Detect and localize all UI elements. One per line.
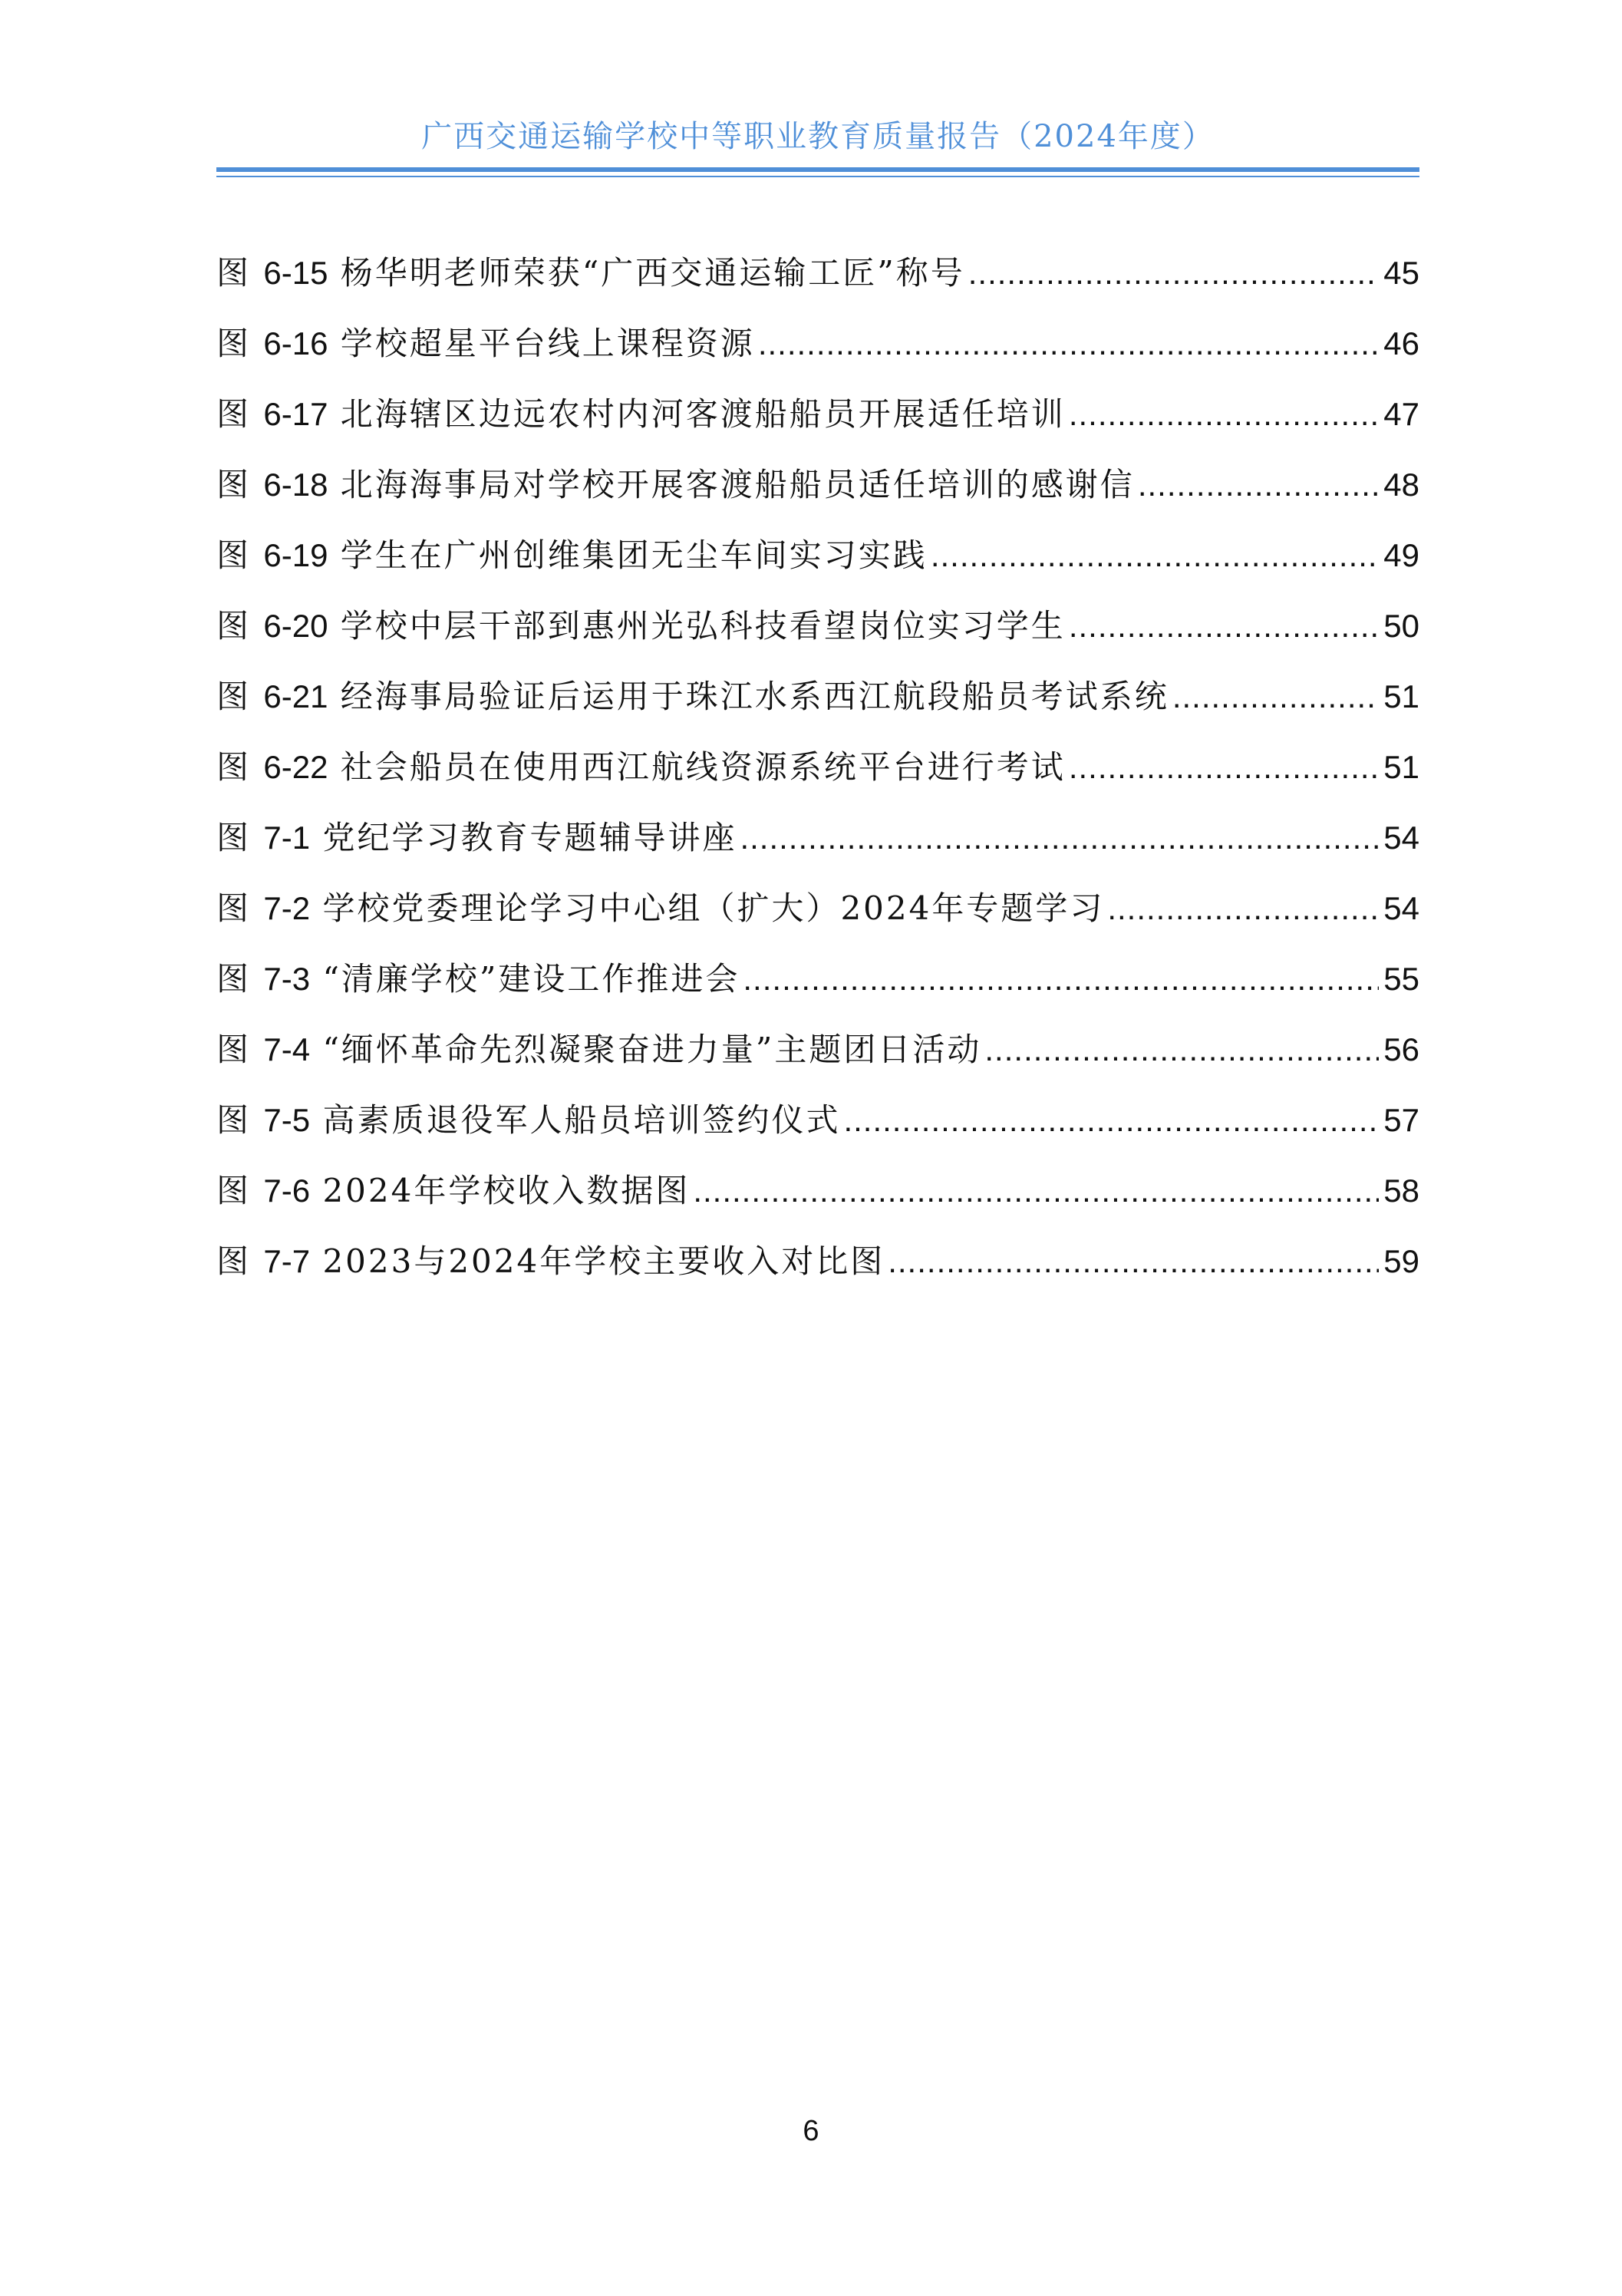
toc-entry-label (216, 958, 740, 1001)
toc-entry-page: 54 (1383, 820, 1419, 856)
toc-entry[interactable] (216, 887, 1419, 958)
toc-entry-title: 2023与2024年学校主要收入对比图 (322, 1242, 885, 1280)
toc-entry-number: 6-15 (263, 255, 328, 291)
toc-entry-prefix: 图 (216, 748, 252, 786)
toc-entry-label (216, 252, 965, 295)
toc-entry-label (216, 746, 1066, 789)
toc-entry-page: 49 (1383, 537, 1419, 573)
toc-leader-dots (1069, 393, 1379, 436)
toc-leader-dots (1069, 746, 1379, 789)
toc-entry[interactable] (216, 816, 1419, 887)
toc-entry-number: 6-18 (263, 467, 328, 503)
toc-entry-prefix: 图 (216, 1031, 252, 1068)
figure-list (216, 252, 1419, 1311)
toc-entry-number: 7-4 (263, 1031, 311, 1067)
toc-entry-prefix: 图 (216, 1242, 252, 1280)
toc-entry[interactable] (216, 1240, 1419, 1311)
toc-entry-label (216, 534, 928, 577)
toc-entry-label (216, 1099, 840, 1142)
toc-entry-title: 学生在广州创维集团无尘车间实习实践 (340, 536, 928, 574)
toc-leader-dots (843, 1099, 1379, 1142)
toc-entry-title: 党纪学习教育专题辅导讲座 (322, 819, 737, 856)
toc-entry[interactable] (216, 1169, 1419, 1240)
toc-entry-title: 2024年学校收入数据图 (322, 1172, 691, 1209)
toc-entry-page: 45 (1383, 255, 1419, 291)
toc-leader-dots (968, 252, 1380, 295)
toc-entry-label (216, 1240, 885, 1283)
toc-entry-label (216, 393, 1066, 436)
toc-entry-number: 6-19 (263, 537, 328, 573)
toc-leader-dots (758, 322, 1379, 365)
toc-leader-dots (888, 1240, 1379, 1283)
toc-entry-number: 7-7 (263, 1243, 311, 1279)
toc-entry-number: 7-5 (263, 1102, 311, 1138)
toc-entry-title: “清廉学校”建设工作推进会 (322, 960, 740, 998)
toc-entry-title: 高素质退役军人船员培训签约仪式 (322, 1101, 841, 1139)
toc-entry[interactable] (216, 746, 1419, 816)
toc-entry-label (216, 605, 1066, 648)
toc-entry-prefix: 图 (216, 607, 252, 645)
toc-leader-dots (743, 958, 1379, 1001)
toc-entry-label (216, 322, 755, 365)
toc-entry-number: 6-17 (263, 396, 328, 432)
toc-leader-dots (1138, 463, 1379, 506)
toc-entry[interactable] (216, 252, 1419, 322)
running-header-title: 广西交通运输学校中等职业教育质量报告（2024年度） (421, 119, 1215, 154)
toc-entry-page: 47 (1383, 396, 1419, 432)
toc-leader-dots (1172, 675, 1379, 718)
toc-entry[interactable] (216, 534, 1419, 605)
header-rule-thin (216, 176, 1419, 177)
toc-entry-number: 7-6 (263, 1173, 311, 1209)
toc-entry-label (216, 887, 1104, 930)
toc-entry-title: 学校党委理论学习中心组（扩大）2024年专题学习 (322, 889, 1105, 927)
toc-entry-number: 7-2 (263, 890, 311, 926)
toc-entry-page: 57 (1383, 1102, 1419, 1138)
toc-entry[interactable] (216, 463, 1419, 534)
toc-entry-label (216, 816, 737, 859)
toc-entry-prefix: 图 (216, 395, 252, 433)
toc-entry-prefix: 图 (216, 819, 252, 856)
toc-entry-label (216, 675, 1169, 718)
toc-entry-title: 学校中层干部到惠州光弘科技看望岗位实习学生 (340, 607, 1066, 645)
toc-entry[interactable] (216, 322, 1419, 393)
toc-entry-prefix: 图 (216, 889, 252, 927)
toc-entry-prefix: 图 (216, 536, 252, 574)
toc-entry-label (216, 463, 1135, 506)
toc-entry-number: 6-16 (263, 325, 328, 361)
toc-entry-page: 50 (1383, 608, 1419, 644)
toc-entry-page: 54 (1383, 890, 1419, 926)
toc-leader-dots (693, 1169, 1379, 1212)
toc-entry-label (216, 1169, 690, 1212)
toc-entry-page: 56 (1383, 1031, 1419, 1067)
toc-leader-dots (984, 1028, 1379, 1071)
toc-entry-prefix: 图 (216, 1172, 252, 1209)
toc-entry-page: 58 (1383, 1173, 1419, 1209)
toc-entry-title: 北海辖区边远农村内河客渡船船员开展适任培训 (340, 395, 1066, 433)
toc-entry[interactable] (216, 675, 1419, 746)
toc-entry-number: 6-20 (263, 608, 328, 644)
toc-leader-dots (1069, 605, 1379, 648)
toc-entry-prefix: 图 (216, 1101, 252, 1139)
header-rule-thick (216, 167, 1419, 172)
toc-leader-dots (1107, 887, 1379, 930)
toc-entry-page: 59 (1383, 1243, 1419, 1279)
toc-entry-number: 7-3 (263, 961, 311, 997)
toc-entry[interactable] (216, 1099, 1419, 1169)
toc-entry-title: 经海事局验证后运用于珠江水系西江航段船员考试系统 (340, 678, 1169, 715)
toc-entry-page: 51 (1383, 749, 1419, 785)
toc-entry-number: 6-21 (263, 678, 328, 714)
toc-entry-title: “缅怀革命先烈凝聚奋进力量”主题团日活动 (322, 1031, 982, 1068)
toc-entry-number: 6-22 (263, 749, 328, 785)
toc-entry-title: 社会船员在使用西江航线资源系统平台进行考试 (340, 748, 1066, 786)
toc-entry-label (216, 1028, 981, 1071)
toc-leader-dots (931, 534, 1379, 577)
toc-entry-page: 48 (1383, 467, 1419, 503)
toc-entry-title: 学校超星平台线上课程资源 (340, 325, 755, 362)
toc-entry-page: 51 (1383, 678, 1419, 714)
toc-entry[interactable] (216, 605, 1419, 675)
toc-entry-title: 杨华明老师荣获“广西交通运输工匠”称号 (340, 254, 965, 292)
toc-entry-prefix: 图 (216, 254, 252, 292)
page-number: 6 (803, 2115, 819, 2147)
toc-entry-page: 46 (1383, 325, 1419, 361)
toc-leader-dots (740, 816, 1379, 859)
toc-entry-prefix: 图 (216, 466, 252, 503)
toc-entry-number: 7-1 (263, 820, 311, 856)
toc-entry-prefix: 图 (216, 678, 252, 715)
toc-entry[interactable] (216, 1028, 1419, 1099)
toc-entry-prefix: 图 (216, 960, 252, 998)
toc-entry-title: 北海海事局对学校开展客渡船船员适任培训的感谢信 (340, 466, 1135, 503)
toc-entry[interactable] (216, 958, 1419, 1028)
toc-entry-page: 55 (1383, 961, 1419, 997)
toc-entry-prefix: 图 (216, 325, 252, 362)
toc-entry[interactable] (216, 393, 1419, 463)
